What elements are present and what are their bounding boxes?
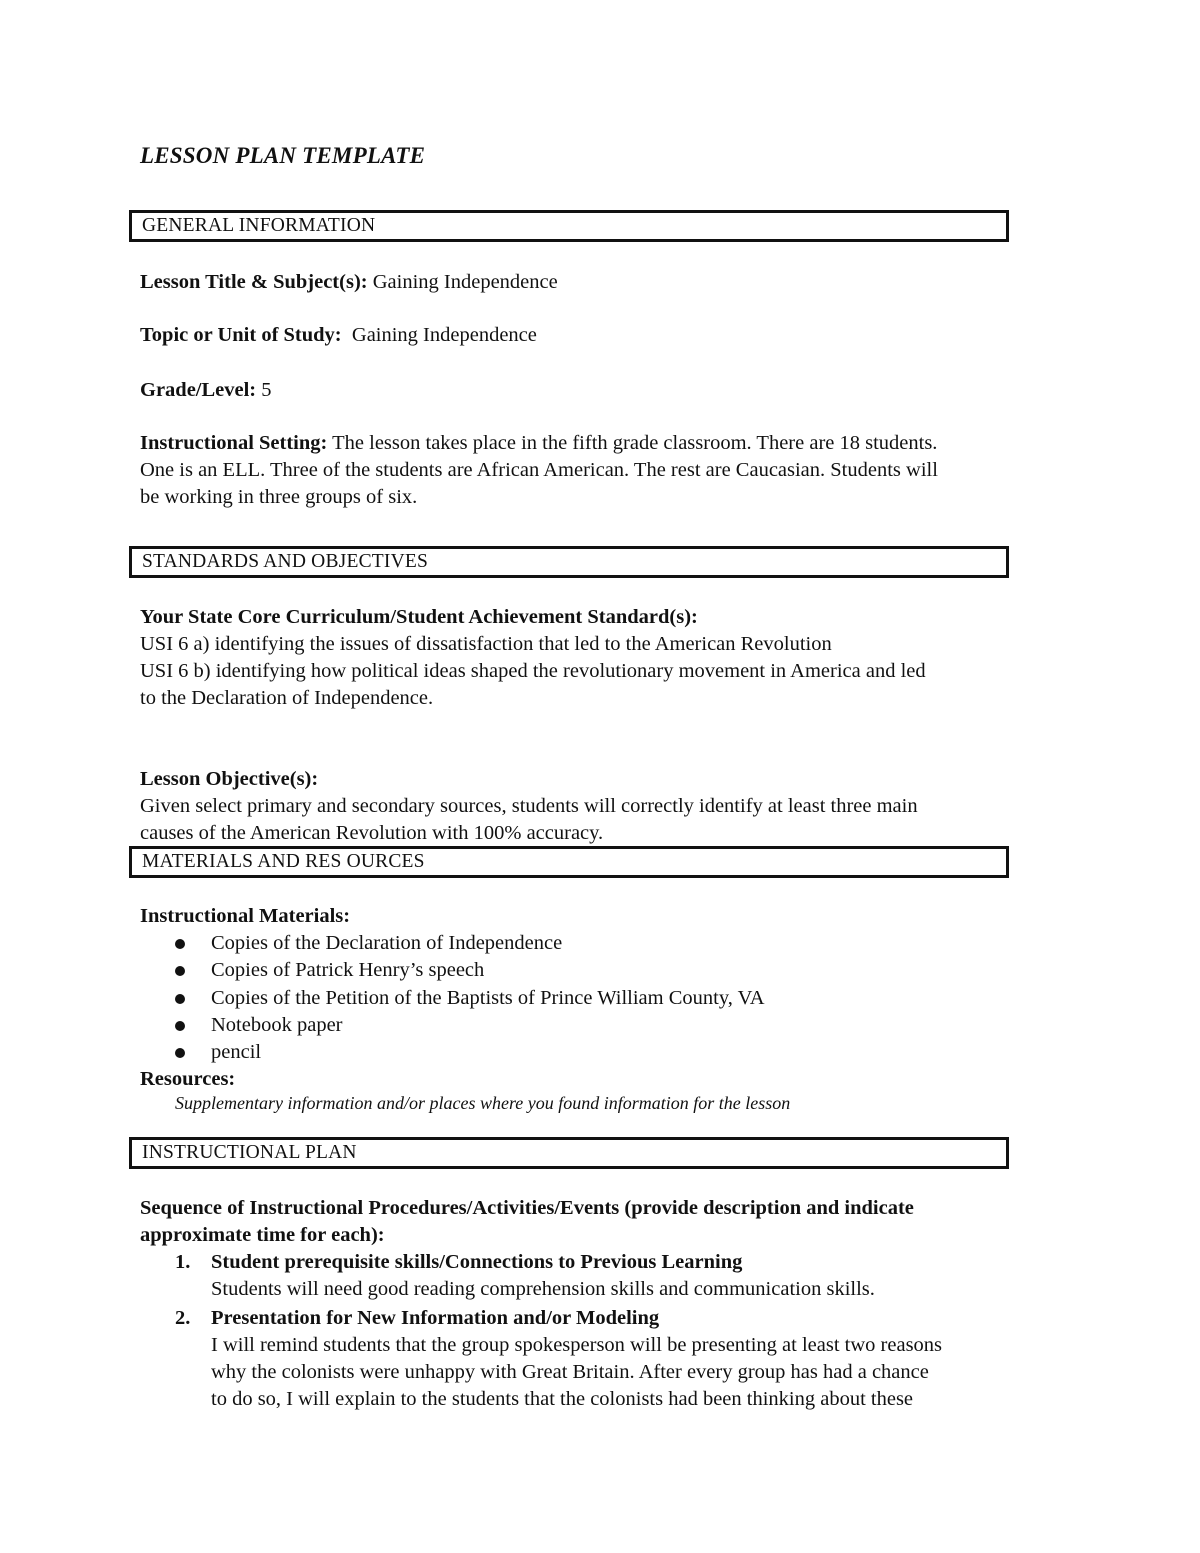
procedure-steps	[140, 1249, 1070, 1413]
step-text-line: Students will need good reading comprehension skills and communication skills.	[211, 1278, 875, 1300]
setting-text-line-1: The lesson takes place in the fifth grade classroom. There are 18 students.	[332, 432, 938, 454]
sequence-heading	[140, 1195, 1070, 1249]
sequence-heading-line-2: approximate time for each):	[140, 1224, 385, 1246]
list-item	[140, 1012, 765, 1039]
material-item-text: pencil	[211, 1041, 262, 1064]
resources-label-wrap	[140, 1066, 1070, 1093]
materials-list	[140, 930, 765, 1066]
resources-label: Resources:	[140, 1068, 236, 1090]
step-number: 2.	[175, 1307, 191, 1329]
bullet-icon	[175, 1048, 185, 1058]
bullet-icon	[175, 939, 185, 949]
lesson-title-label: Lesson Title & Subject(s):	[140, 271, 368, 293]
grade-field	[140, 377, 1070, 404]
resources-note: Supplementary information and/or places where you found information for the lesson	[175, 1093, 791, 1113]
section-header-standards-objectives: STANDARDS AND OBJECTIVES	[129, 546, 1009, 578]
step-text-line: to do so, I will explain to the students that the colonists had been thinking about these	[211, 1388, 914, 1410]
grade-label: Grade/Level:	[140, 379, 257, 401]
setting-text-line-3: be working in three groups of six.	[140, 486, 418, 508]
objective-line-2: causes of the American Revolution with 100% accuracy.	[140, 822, 604, 844]
material-item-text: Copies of Patrick Henry’s speech	[211, 959, 485, 982]
setting-text-line-2: One is an ELL. Three of the students are African American. The rest are Caucasian. Students will	[140, 459, 938, 481]
material-item-text: Copies of the Petition of the Baptists of Prince William County, VA	[211, 986, 765, 1009]
instructional-setting-label: Instructional Setting:	[140, 432, 328, 454]
lesson-title-value: Gaining Independence	[372, 271, 558, 293]
material-item-text: Copies of the Declaration of Independence	[211, 932, 563, 954]
topic-field	[140, 322, 1070, 349]
objective-line-1: Given select primary and secondary sources, students will correctly identify at least three main	[140, 795, 918, 817]
sequence-heading-line-1: Sequence of Instructional Procedures/Activities/Events (provide description and indicate	[140, 1197, 914, 1219]
document-title: LESSON PLAN TEMPLATE	[140, 143, 426, 168]
bullet-icon	[175, 966, 185, 976]
standard-line-3: to the Declaration of Independence.	[140, 687, 434, 709]
step-text-line: why the colonists were unhappy with Great Britain. After every group has had a chance	[211, 1361, 929, 1383]
section-header-general-information: GENERAL INFORMATION	[129, 210, 1009, 242]
step-heading: Student prerequisite skills/Connections to Previous Learning	[211, 1251, 743, 1273]
step-heading: Presentation for New Information and/or Modeling	[211, 1307, 660, 1329]
step-text-line: I will remind students that the group spokesperson will be presenting at least two reasons	[211, 1334, 943, 1356]
instructional-materials-label-wrap	[140, 903, 1070, 930]
list-item	[140, 1249, 1070, 1303]
instructional-setting-field	[140, 430, 1070, 511]
setting-line	[140, 430, 1070, 457]
instructional-materials-label: Instructional Materials:	[140, 905, 351, 927]
standard-line-2: USI 6 b) identifying how political ideas shaped the revolutionary movement in America and led	[140, 660, 926, 682]
list-item	[140, 1305, 1070, 1413]
grade-value: 5	[261, 379, 272, 401]
section-header-instructional-plan: INSTRUCTIONAL PLAN	[129, 1137, 1009, 1169]
list-item	[140, 957, 765, 984]
lesson-objectives-label: Lesson Objective(s):	[140, 768, 319, 790]
step-number: 1.	[175, 1251, 191, 1273]
list-item	[140, 1039, 765, 1066]
list-item	[140, 985, 765, 1012]
curriculum-standards-label: Your State Core Curriculum/Student Achievement Standard(s):	[140, 606, 698, 628]
list-item	[140, 930, 765, 957]
lesson-title-field	[140, 269, 1070, 296]
lesson-objectives	[140, 766, 1070, 847]
topic-value: Gaining Independence	[351, 324, 537, 346]
material-item-text: Notebook paper	[211, 1013, 343, 1036]
standard-line-1: USI 6 a) identifying the issues of dissatisfaction that led to the American Revolution	[140, 633, 832, 655]
bullet-icon	[175, 1021, 185, 1031]
section-header-materials-resources: MATERIALS AND RES OURCES	[129, 846, 1009, 878]
bullet-icon	[175, 994, 185, 1004]
curriculum-standards	[140, 604, 1070, 712]
topic-label: Topic or Unit of Study:	[140, 324, 342, 346]
